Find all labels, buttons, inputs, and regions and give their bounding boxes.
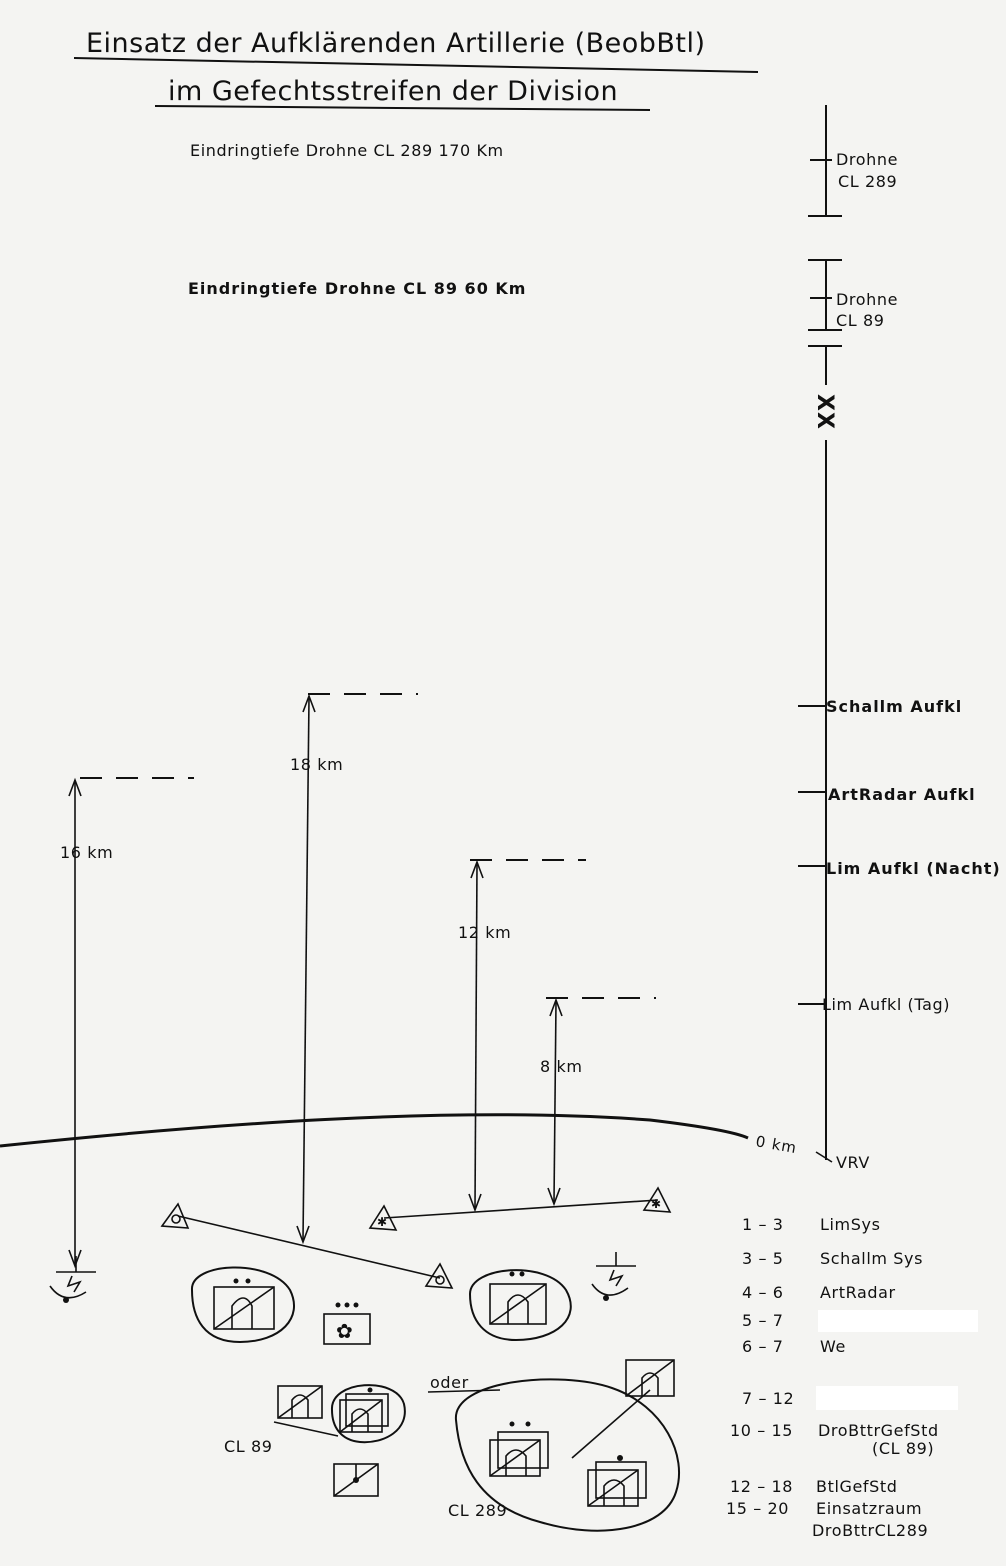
range-label-lim-tag: Lim Aufkl (Tag) <box>822 995 951 1014</box>
legend-range: 4 – 6 <box>742 1283 784 1302</box>
depth-cl289-label: Eindringtiefe Drohne CL 289 170 Km <box>190 141 504 160</box>
legend-label: DroBttrGefStd <box>818 1421 939 1440</box>
title-line-1: Einsatz der Aufklärenden Artillerie (BeobBtl) <box>86 28 706 59</box>
legend-label: Einsatzraum <box>816 1499 923 1518</box>
distance-12km: 12 km <box>458 923 512 942</box>
svg-text:✱: ✱ <box>377 1215 388 1229</box>
title-line-2: im Gefechtsstreifen der Division <box>168 76 619 107</box>
drohne-cl289-label-1: Drohne <box>836 150 899 169</box>
legend-range: 1 – 3 <box>742 1215 784 1234</box>
radar-icon <box>50 1256 96 1303</box>
legend-range: 5 – 7 <box>742 1311 784 1330</box>
drohne-cl289-label-2: CL 289 <box>838 172 898 191</box>
legend-range: 6 – 7 <box>742 1337 784 1356</box>
weapon-unit-icon <box>334 1464 378 1496</box>
artillery-area-icon <box>470 1270 571 1340</box>
legend-label: Schallm Sys <box>820 1249 924 1268</box>
distance-18km: 18 km <box>290 755 344 774</box>
flash-ranging-baseline <box>384 1200 658 1218</box>
forward-line <box>0 1115 748 1146</box>
cl289-label: CL 289 <box>448 1501 508 1520</box>
oder-label: oder <box>430 1373 469 1392</box>
artillery-area-icon <box>192 1267 294 1342</box>
legend-range: 7 – 12 <box>742 1389 795 1408</box>
drone-battery-cl89-icon <box>274 1385 405 1442</box>
vrv-label: VRV <box>836 1153 870 1172</box>
range-label-artradar: ArtRadar Aufkl <box>828 785 976 804</box>
range-label-lim-nacht: Lim Aufkl (Nacht) <box>826 859 1001 878</box>
range-label-schallm: Schallm Aufkl <box>826 697 963 716</box>
weather-unit-icon <box>324 1303 370 1345</box>
legend-range: 10 – 15 <box>730 1421 794 1440</box>
legend-sublabel: (CL 89) <box>872 1439 935 1458</box>
arrow-18km <box>297 694 418 1242</box>
cl89-label: CL 89 <box>224 1437 273 1456</box>
arrow-12km <box>469 860 586 1210</box>
drohne-cl89-label-1: Drohne <box>836 290 899 309</box>
svg-text:✱: ✱ <box>651 1197 662 1211</box>
radar-icon <box>592 1252 636 1301</box>
legend-label: LimSys <box>820 1215 881 1234</box>
legend-range: 15 – 20 <box>726 1499 790 1518</box>
cl289-link <box>572 1390 650 1458</box>
division-symbol: XX <box>812 394 837 430</box>
drohne-cl89-label-2: CL 89 <box>836 311 885 330</box>
legend-range: 3 – 5 <box>742 1249 784 1268</box>
legend-label: BtlGefStd <box>816 1477 898 1496</box>
title-underline-1 <box>74 58 758 72</box>
zero-km-label: 0 km <box>754 1132 799 1158</box>
legend-redaction <box>816 1386 958 1410</box>
svg-text:✿: ✿ <box>336 1319 353 1343</box>
legend <box>726 1215 978 1540</box>
depth-cl89-label: Eindringtiefe Drohne CL 89 60 Km <box>188 279 527 298</box>
sound-sensor-icon <box>162 1204 188 1228</box>
legend-label: ArtRadar <box>820 1283 896 1302</box>
distance-16km: 16 km <box>60 843 114 862</box>
legend-range: 12 – 18 <box>730 1477 794 1496</box>
arrow-8km <box>546 998 656 1204</box>
legend-redaction <box>818 1310 978 1332</box>
vrv-tick <box>816 1152 832 1162</box>
distance-8km: 8 km <box>540 1057 583 1076</box>
legend-label: We <box>820 1337 846 1356</box>
legend-sublabel: DroBttrCL289 <box>812 1521 929 1540</box>
